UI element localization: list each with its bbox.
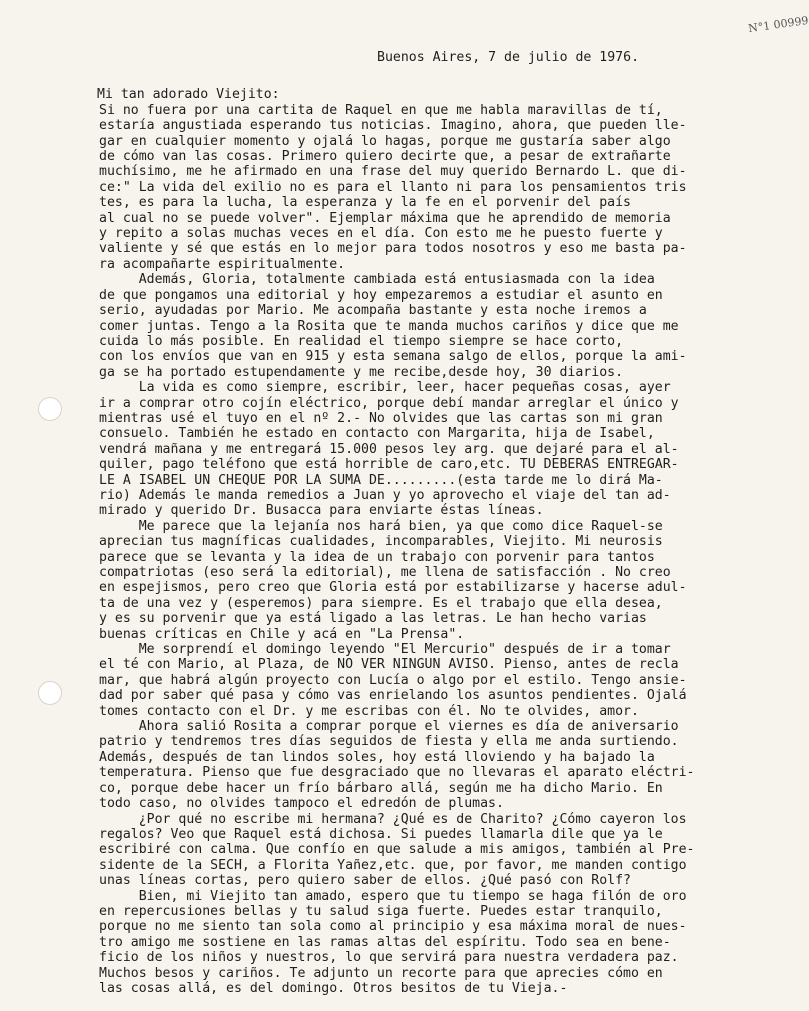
letter-line: dad por saber qué pasa y cómo vas enrielando los asuntos pendientes. Ojalá — [99, 688, 687, 704]
letter-line: regalos? Veo que Raquel está dichosa. Si puedes llamarla dile que ya le — [99, 826, 663, 842]
letter-line: el té con Mario, al Plaza, de NO VER NINGUN AVISO. Pienso, antes de recla — [99, 657, 679, 673]
letter-line: consuelo. También he estado en contacto con Margarita, hija de Isabel, — [99, 426, 655, 442]
letter-line: LE A ISABEL UN CHEQUE POR LA SUMA DE.........(esta tarde me lo dirá Ma- — [99, 472, 663, 488]
salutation: Mi tan adorado Viejito: — [97, 87, 280, 103]
letter-line: y es su porvenir que ya está ligado a las letras. Le han hecho varias — [99, 611, 647, 627]
letter-line: en espejismos, pero creo que Gloria está por estabilizarse y hacerse adul- — [99, 580, 687, 596]
letter-line: mientras usé el tuyo en el nº 2.- No olvides que las cartas son mi gran — [99, 410, 663, 426]
letter-line: comer juntas. Tengo a la Rosita que te manda muchos cariños y dice que me — [99, 318, 679, 334]
letter-line: La vida es como siempre, escribir, leer, hacer pequeñas cosas, ayer — [99, 380, 671, 396]
letter-line: ta de una vez y (esperemos) para siempre. Es el trabajo que ella desea, — [99, 595, 663, 611]
letter-line: escribiré con calma. Que confío en que salude a mis amigos, también al Pre- — [99, 842, 695, 858]
letter-line: Además, Gloria, totalmente cambiada está entusiasmada con la idea — [99, 272, 655, 288]
letter-line: rio) Además le manda remedios a Juan y yo aprovecho el viaje del tan ad- — [99, 487, 671, 503]
letter-line: quiler, pago teléfono que está horrible de caro,etc. TU DEBERAS ENTREGAR- — [99, 457, 679, 473]
letter-line: Además, después de tan lindos soles, hoy está lloviendo y ha bajado la — [99, 749, 655, 765]
letter-line: parece que se levanta y la idea de un trabajo con porvenir para tantos — [99, 549, 655, 565]
letter-line: Si no fuera por una cartita de Raquel en que me habla maravillas de tí, — [99, 102, 663, 118]
letter-line: ficio de los niños y nuestros, lo que servirá para nuestra verdadera paz. — [99, 950, 679, 966]
letter-line: temperatura. Pienso que fue desgraciado que no llevaras el aparato eléctri- — [99, 765, 695, 781]
letter-line: Ahora salió Rosita a comprar porque el viernes es día de aniversario — [99, 719, 679, 735]
letter-line: ga se ha portado estupendamente y me recibe,desde hoy, 30 diarios. — [99, 364, 624, 380]
letter-line: muchísimo, me he afirmado en una frase del muy querido Bernardo L. que di- — [99, 164, 687, 180]
letter-line: Me sorprendí el domingo leyendo "El Mercurio" después de ir a tomar — [99, 642, 671, 658]
letter-line: porque no me siento tan sola como al principio y esa máxima moral de nues- — [99, 919, 687, 935]
letter-line: unas líneas cortas, pero quiero saber de ellos. ¿Qué pasó con Rolf? — [99, 873, 631, 889]
letter-line: aprecian tus magníficas cualidades, incomparables, Viejito. Mi neurosis — [99, 534, 663, 550]
letter-line: gar en cualquier momento y ojalá lo hagas, porque me gustaría saber algo — [99, 133, 671, 149]
letter-line: Me parece que la lejanía nos hará bien, ya que como dice Raquel-se — [99, 518, 663, 534]
archive-mark: N°1 00999 — [747, 13, 809, 36]
letter-line: valiente y sé que estás en lo mejor para todos nosotros y eso me basta pa- — [99, 241, 687, 257]
letter-line: de cómo van las cosas. Primero quiero decirte que, a pesar de extrañarte — [99, 149, 671, 165]
letter-line: ¿Por qué no escribe mi hermana? ¿Qué es de Charito? ¿Cómo cayeron los — [99, 811, 687, 827]
letter-line: ce:" La vida del exilio no es para el llanto ni para los pensamientos tris — [99, 179, 687, 195]
letter-line: en repercusiones bellas y tu salud siga fuerte. Puedes estar tranquilo, — [99, 903, 663, 919]
letter-body — [99, 50, 789, 996]
letter-line: al cual no se puede volver". Ejemplar máxima que he aprendido de memoria — [99, 210, 671, 226]
letter-line: Muchos besos y cariños. Te adjunto un recorte para que aprecies cómo en — [99, 965, 663, 981]
letter-line: y repito a solas muchas veces en el día. Con esto me he puesto fuerte y — [99, 226, 663, 242]
letter-line: todo caso, no olvides tampoco el edredón de plumas. — [99, 796, 504, 812]
letter-line: ra acompañarte espiritualmente. — [99, 256, 346, 272]
letter-line: tro amigo me sostiene en las ramas altas del espíritu. Todo sea en bene- — [99, 934, 671, 950]
letter-line: tes, es para la lucha, la esperanza y la fe en el porvenir del país — [99, 195, 631, 211]
letter-line: Bien, mi Viejito tan amado, espero que tu tiempo se haga filón de oro — [99, 888, 687, 904]
letter-line: patrio y tendremos tres días seguidos de fiesta y ella me anda surtiendo. — [99, 734, 679, 750]
letter-lines — [99, 103, 789, 997]
letter-line: las cosas allá, es del domingo. Otros besitos de tu Vieja.- — [99, 980, 568, 996]
letter-line: tomes contacto con el Dr. y me escribas con él. No te olvides, amor. — [99, 703, 639, 719]
letter-line: ir a comprar otro cojín eléctrico, porque debí mandar arreglar el único y — [99, 395, 679, 411]
letter-line: buenas críticas en Chile y acá en "La Prensa". — [99, 626, 465, 642]
letter-line: con los envíos que van en 915 y esta semana salgo de ellos, porque la ami- — [99, 349, 687, 365]
punch-hole-top — [38, 397, 62, 421]
letter-line: mar, que habrá algún proyecto con Lucía o algo por el estilo. Tengo ansie- — [99, 672, 687, 688]
letter-line: sidente de la SECH, a Florita Yañez,etc. que, por favor, me manden contigo — [99, 857, 687, 873]
punch-hole-bottom — [38, 681, 62, 705]
letter-line: cuida lo más posible. En realidad el tiempo siempre se hace corto, — [99, 333, 624, 349]
letter-line: compatriotas (eso será la editorial), me llena de satisfacción . No creo — [99, 565, 671, 580]
letter-line: serio, ayudadas por Mario. Me acompaña bastante y esta noche iremos a — [99, 303, 647, 319]
letter-line: vendrá mañana y me entregará 15.000 pesos ley arg. que dejaré para el al- — [99, 441, 679, 457]
letter-line: estaría angustiada esperando tus noticias. Imagino, ahora, que pueden lle- — [99, 118, 687, 134]
dateline: Buenos Aires, 7 de julio de 1976. — [377, 50, 640, 65]
letter-line: de que pongamos una editorial y hoy empezaremos a estudiar el asunto en — [99, 287, 663, 303]
letter-line: mirado y querido Dr. Busacca para enviarte éstas líneas. — [99, 503, 544, 519]
letter-line: co, porque debe hacer un frío bárbaro allá, según me ha dicho Mario. En — [99, 780, 663, 796]
